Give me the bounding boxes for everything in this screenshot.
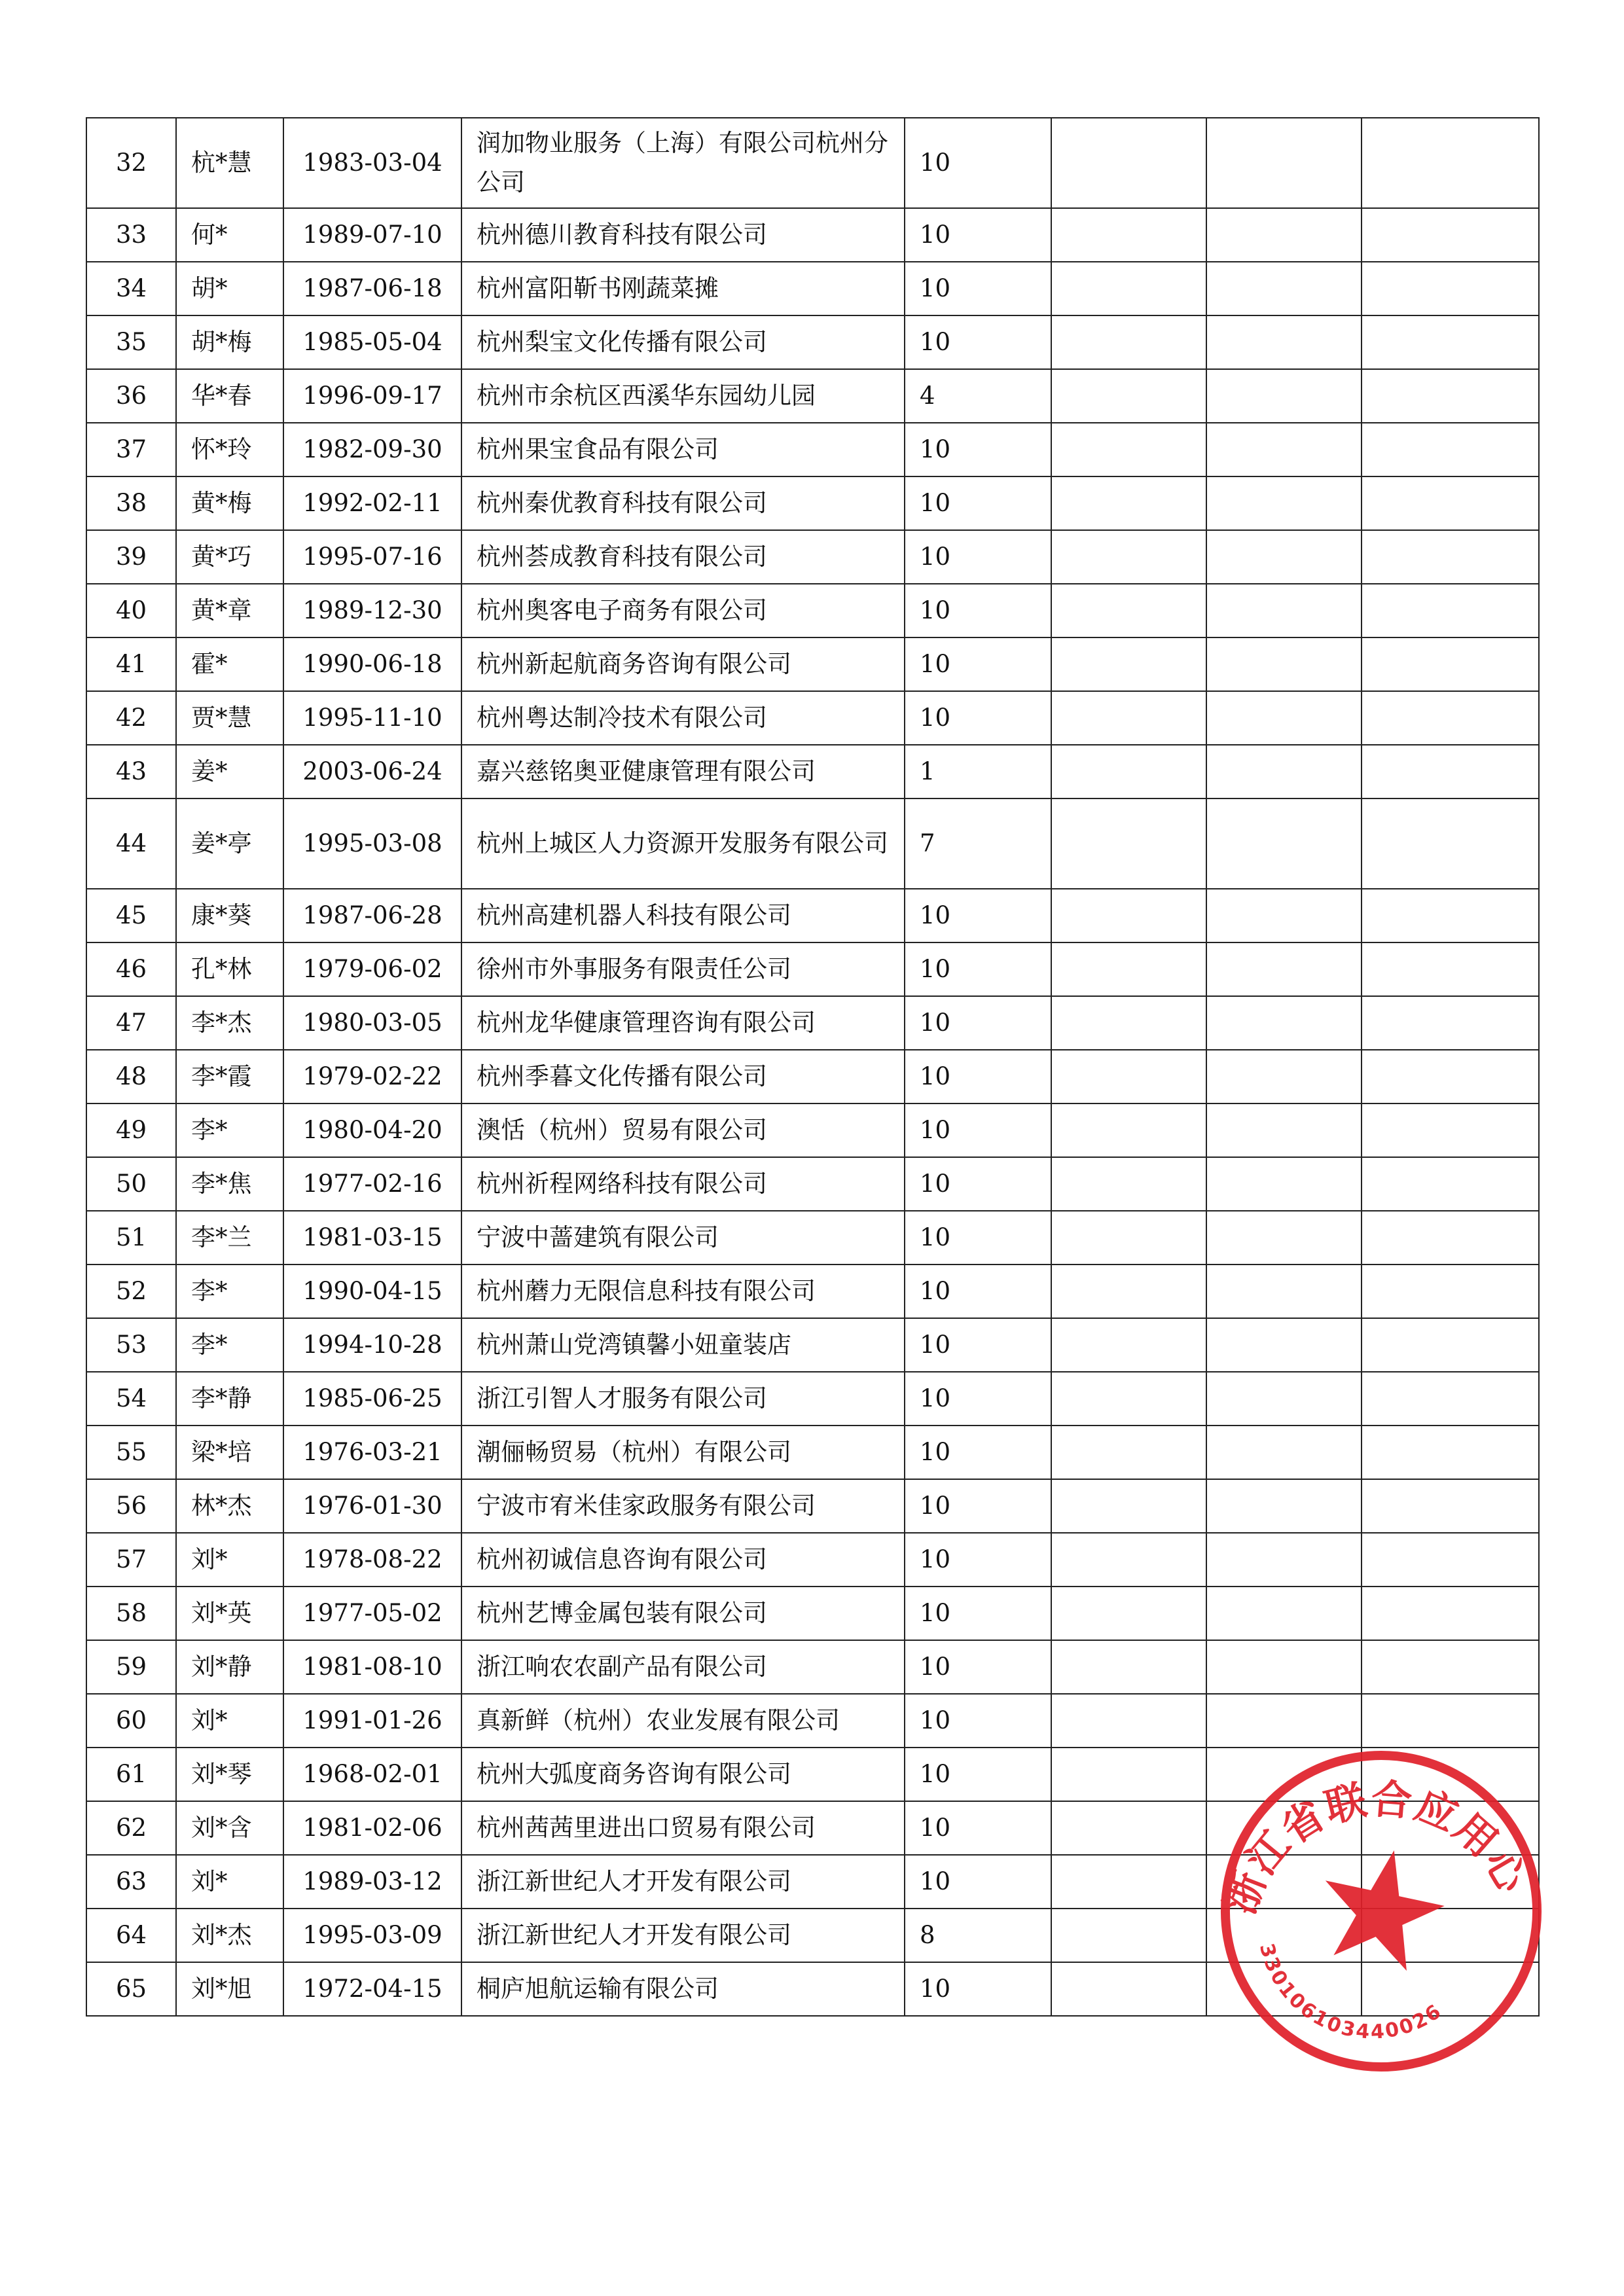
row-hours: 10 xyxy=(905,1962,1051,2016)
row-hours: 10 xyxy=(905,1050,1051,1103)
row-date: 1995-11-10 xyxy=(283,691,461,745)
row-blank-cell xyxy=(1206,691,1362,745)
row-number: 37 xyxy=(86,423,176,476)
row-blank-cell xyxy=(1051,942,1206,996)
row-number: 64 xyxy=(86,1909,176,1962)
row-blank-cell xyxy=(1362,1587,1539,1640)
row-hours: 10 xyxy=(905,1640,1051,1694)
row-organization: 嘉兴慈铭奥亚健康管理有限公司 xyxy=(461,745,905,798)
row-number: 49 xyxy=(86,1103,176,1157)
row-organization: 杭州龙华健康管理咨询有限公司 xyxy=(461,996,905,1050)
row-blank-cell xyxy=(1206,1372,1362,1426)
row-date: 1989-07-10 xyxy=(283,208,461,262)
table-row xyxy=(86,584,1539,637)
row-date: 1983-03-04 xyxy=(283,118,461,208)
row-number: 52 xyxy=(86,1265,176,1318)
row-blank-cell xyxy=(1051,1855,1206,1909)
row-organization: 杭州高建机器人科技有限公司 xyxy=(461,889,905,942)
row-date: 2003-06-24 xyxy=(283,745,461,798)
row-number: 58 xyxy=(86,1587,176,1640)
row-name: 李*静 xyxy=(176,1372,283,1426)
row-blank-cell xyxy=(1051,1103,1206,1157)
row-number: 47 xyxy=(86,996,176,1050)
row-organization: 潮俪畅贸易（杭州）有限公司 xyxy=(461,1426,905,1479)
row-blank-cell xyxy=(1362,584,1539,637)
row-number: 33 xyxy=(86,208,176,262)
row-name: 梁*培 xyxy=(176,1426,283,1479)
row-organization: 桐庐旭航运输有限公司 xyxy=(461,1962,905,2016)
row-number: 63 xyxy=(86,1855,176,1909)
row-name: 刘* xyxy=(176,1855,283,1909)
row-organization: 浙江新世纪人才开发有限公司 xyxy=(461,1855,905,1909)
row-organization: 杭州市余杭区西溪华东园幼儿园 xyxy=(461,369,905,423)
row-organization: 宁波市宥米佳家政服务有限公司 xyxy=(461,1479,905,1533)
table-row xyxy=(86,1479,1539,1533)
row-blank-cell xyxy=(1206,942,1362,996)
row-number: 41 xyxy=(86,637,176,691)
row-blank-cell xyxy=(1051,889,1206,942)
row-blank-cell xyxy=(1362,1640,1539,1694)
row-number: 35 xyxy=(86,315,176,369)
row-organization: 杭州荟成教育科技有限公司 xyxy=(461,530,905,584)
row-blank-cell xyxy=(1206,1157,1362,1211)
row-hours: 10 xyxy=(905,1801,1051,1855)
row-date: 1979-02-22 xyxy=(283,1050,461,1103)
row-number: 39 xyxy=(86,530,176,584)
table-row xyxy=(86,745,1539,798)
row-name: 怀*玲 xyxy=(176,423,283,476)
row-organization: 杭州大弧度商务咨询有限公司 xyxy=(461,1748,905,1801)
row-hours: 10 xyxy=(905,208,1051,262)
row-date: 1982-09-30 xyxy=(283,423,461,476)
row-blank-cell xyxy=(1051,691,1206,745)
row-organization: 杭州茜茜里进出口贸易有限公司 xyxy=(461,1801,905,1855)
row-blank-cell xyxy=(1362,1050,1539,1103)
row-blank-cell xyxy=(1206,1103,1362,1157)
row-number: 44 xyxy=(86,798,176,889)
row-number: 50 xyxy=(86,1157,176,1211)
row-date: 1981-03-15 xyxy=(283,1211,461,1265)
table-row xyxy=(86,942,1539,996)
row-blank-cell xyxy=(1051,1962,1206,2016)
row-blank-cell xyxy=(1051,996,1206,1050)
row-date: 1985-06-25 xyxy=(283,1372,461,1426)
row-blank-cell xyxy=(1362,208,1539,262)
row-number: 62 xyxy=(86,1801,176,1855)
row-date: 1978-08-22 xyxy=(283,1533,461,1587)
row-blank-cell xyxy=(1051,1909,1206,1962)
table-row xyxy=(86,530,1539,584)
row-organization: 杭州蘑力无限信息科技有限公司 xyxy=(461,1265,905,1318)
row-hours: 10 xyxy=(905,1694,1051,1748)
row-name: 刘*含 xyxy=(176,1801,283,1855)
row-blank-cell xyxy=(1206,798,1362,889)
row-date: 1976-01-30 xyxy=(283,1479,461,1533)
row-blank-cell xyxy=(1206,996,1362,1050)
row-blank-cell xyxy=(1051,1372,1206,1426)
row-name: 孔*林 xyxy=(176,942,283,996)
table-row xyxy=(86,889,1539,942)
row-date: 1976-03-21 xyxy=(283,1426,461,1479)
row-blank-cell xyxy=(1362,1318,1539,1372)
row-name: 刘*旭 xyxy=(176,1962,283,2016)
row-blank-cell xyxy=(1362,637,1539,691)
table-row xyxy=(86,1103,1539,1157)
row-organization: 杭州艺博金属包装有限公司 xyxy=(461,1587,905,1640)
row-organization: 杭州粤达制冷技术有限公司 xyxy=(461,691,905,745)
row-name: 黄*章 xyxy=(176,584,283,637)
table-row xyxy=(86,1533,1539,1587)
row-number: 61 xyxy=(86,1748,176,1801)
row-hours: 10 xyxy=(905,1372,1051,1426)
row-organization: 杭州萧山党湾镇馨小妞童装店 xyxy=(461,1318,905,1372)
row-hours: 1 xyxy=(905,745,1051,798)
table-row xyxy=(86,423,1539,476)
row-hours: 10 xyxy=(905,315,1051,369)
row-name: 黄*巧 xyxy=(176,530,283,584)
row-blank-cell xyxy=(1051,1479,1206,1533)
row-blank-cell xyxy=(1206,1318,1362,1372)
row-name: 李* xyxy=(176,1103,283,1157)
row-organization: 杭州新起航商务咨询有限公司 xyxy=(461,637,905,691)
table-row xyxy=(86,1265,1539,1318)
row-organization: 杭州秦优教育科技有限公司 xyxy=(461,476,905,530)
table-row xyxy=(86,1157,1539,1211)
row-blank-cell xyxy=(1362,942,1539,996)
row-date: 1977-05-02 xyxy=(283,1587,461,1640)
row-blank-cell xyxy=(1362,745,1539,798)
table-row xyxy=(86,369,1539,423)
row-number: 53 xyxy=(86,1318,176,1372)
row-hours: 10 xyxy=(905,1479,1051,1533)
row-organization: 真新鲜（杭州）农业发展有限公司 xyxy=(461,1694,905,1748)
row-number: 34 xyxy=(86,262,176,315)
row-blank-cell xyxy=(1206,1640,1362,1694)
row-blank-cell xyxy=(1362,530,1539,584)
row-number: 54 xyxy=(86,1372,176,1426)
row-organization: 徐州市外事服务有限责任公司 xyxy=(461,942,905,996)
row-blank-cell xyxy=(1362,369,1539,423)
row-hours: 8 xyxy=(905,1909,1051,1962)
row-blank-cell xyxy=(1206,208,1362,262)
row-blank-cell xyxy=(1051,1587,1206,1640)
row-blank-cell xyxy=(1362,1157,1539,1211)
row-organization: 杭州奥客电子商务有限公司 xyxy=(461,584,905,637)
row-date: 1992-02-11 xyxy=(283,476,461,530)
row-date: 1990-04-15 xyxy=(283,1265,461,1318)
row-date: 1981-02-06 xyxy=(283,1801,461,1855)
row-name: 康*葵 xyxy=(176,889,283,942)
row-hours: 10 xyxy=(905,476,1051,530)
row-hours: 10 xyxy=(905,1157,1051,1211)
row-blank-cell xyxy=(1051,745,1206,798)
row-blank-cell xyxy=(1051,1157,1206,1211)
row-number: 46 xyxy=(86,942,176,996)
row-hours: 10 xyxy=(905,1211,1051,1265)
row-name: 何* xyxy=(176,208,283,262)
row-blank-cell xyxy=(1206,1211,1362,1265)
row-number: 51 xyxy=(86,1211,176,1265)
row-organization: 杭州梨宝文化传播有限公司 xyxy=(461,315,905,369)
row-hours: 10 xyxy=(905,262,1051,315)
row-hours: 10 xyxy=(905,1318,1051,1372)
row-hours: 10 xyxy=(905,1265,1051,1318)
row-blank-cell xyxy=(1206,262,1362,315)
row-hours: 10 xyxy=(905,530,1051,584)
row-organization: 浙江引智人才服务有限公司 xyxy=(461,1372,905,1426)
row-blank-cell xyxy=(1206,369,1362,423)
table-row xyxy=(86,118,1539,208)
row-number: 45 xyxy=(86,889,176,942)
row-blank-cell xyxy=(1206,1050,1362,1103)
row-blank-cell xyxy=(1362,262,1539,315)
row-hours: 10 xyxy=(905,1426,1051,1479)
row-blank-cell xyxy=(1051,1318,1206,1372)
row-blank-cell xyxy=(1362,1211,1539,1265)
row-date: 1995-03-09 xyxy=(283,1909,461,1962)
row-organization: 杭州季暮文化传播有限公司 xyxy=(461,1050,905,1103)
row-hours: 10 xyxy=(905,1103,1051,1157)
row-hours: 10 xyxy=(905,1533,1051,1587)
row-blank-cell xyxy=(1051,1533,1206,1587)
row-name: 刘* xyxy=(176,1694,283,1748)
row-blank-cell xyxy=(1051,530,1206,584)
table-row xyxy=(86,1372,1539,1426)
row-name: 刘*静 xyxy=(176,1640,283,1694)
row-blank-cell xyxy=(1362,476,1539,530)
row-blank-cell xyxy=(1051,1426,1206,1479)
row-date: 1991-01-26 xyxy=(283,1694,461,1748)
row-blank-cell xyxy=(1051,1694,1206,1748)
row-number: 59 xyxy=(86,1640,176,1694)
table-row xyxy=(86,691,1539,745)
row-blank-cell xyxy=(1206,745,1362,798)
row-name: 林*杰 xyxy=(176,1479,283,1533)
row-organization: 浙江新世纪人才开发有限公司 xyxy=(461,1909,905,1962)
table-row xyxy=(86,1318,1539,1372)
row-organization: 浙江响农农副产品有限公司 xyxy=(461,1640,905,1694)
row-date: 1980-04-20 xyxy=(283,1103,461,1157)
row-hours: 10 xyxy=(905,637,1051,691)
row-blank-cell xyxy=(1206,1533,1362,1587)
row-date: 1989-12-30 xyxy=(283,584,461,637)
row-number: 32 xyxy=(86,118,176,208)
row-blank-cell xyxy=(1051,637,1206,691)
row-blank-cell xyxy=(1051,1640,1206,1694)
row-name: 李* xyxy=(176,1318,283,1372)
row-name: 刘* xyxy=(176,1533,283,1587)
row-number: 57 xyxy=(86,1533,176,1587)
row-number: 42 xyxy=(86,691,176,745)
row-date: 1979-06-02 xyxy=(283,942,461,996)
row-organization: 杭州初诚信息咨询有限公司 xyxy=(461,1533,905,1587)
row-date: 1980-03-05 xyxy=(283,996,461,1050)
row-blank-cell xyxy=(1362,889,1539,942)
row-blank-cell xyxy=(1362,118,1539,208)
row-number: 48 xyxy=(86,1050,176,1103)
row-date: 1996-09-17 xyxy=(283,369,461,423)
row-number: 60 xyxy=(86,1694,176,1748)
row-hours: 10 xyxy=(905,1587,1051,1640)
row-date: 1972-04-15 xyxy=(283,1962,461,2016)
row-blank-cell xyxy=(1362,691,1539,745)
row-hours: 10 xyxy=(905,584,1051,637)
table-row xyxy=(86,476,1539,530)
row-name: 霍* xyxy=(176,637,283,691)
red-seal-stamp xyxy=(1185,1728,1578,2094)
row-date: 1985-05-04 xyxy=(283,315,461,369)
row-blank-cell xyxy=(1206,315,1362,369)
table-row xyxy=(86,996,1539,1050)
row-number: 40 xyxy=(86,584,176,637)
row-number: 65 xyxy=(86,1962,176,2016)
table-row xyxy=(86,1211,1539,1265)
row-blank-cell xyxy=(1206,476,1362,530)
table-row xyxy=(86,1050,1539,1103)
row-hours: 4 xyxy=(905,369,1051,423)
row-blank-cell xyxy=(1206,530,1362,584)
row-name: 华*春 xyxy=(176,369,283,423)
row-name: 李*杰 xyxy=(176,996,283,1050)
row-blank-cell xyxy=(1206,423,1362,476)
table-row xyxy=(86,1426,1539,1479)
row-organization: 润加物业服务（上海）有限公司杭州分公司 xyxy=(461,118,905,208)
row-blank-cell xyxy=(1206,1426,1362,1479)
table-row xyxy=(86,315,1539,369)
row-blank-cell xyxy=(1206,889,1362,942)
row-date: 1995-07-16 xyxy=(283,530,461,584)
row-hours: 10 xyxy=(905,118,1051,208)
row-number: 36 xyxy=(86,369,176,423)
table-row xyxy=(86,262,1539,315)
row-blank-cell xyxy=(1051,262,1206,315)
row-blank-cell xyxy=(1051,584,1206,637)
row-date: 1968-02-01 xyxy=(283,1748,461,1801)
row-blank-cell xyxy=(1051,369,1206,423)
table-row xyxy=(86,798,1539,889)
row-blank-cell xyxy=(1051,1801,1206,1855)
table-row xyxy=(86,208,1539,262)
row-number: 43 xyxy=(86,745,176,798)
row-name: 刘*琴 xyxy=(176,1748,283,1801)
row-blank-cell xyxy=(1362,798,1539,889)
row-organization: 杭州富阳靳书刚蔬菜摊 xyxy=(461,262,905,315)
row-name: 杭*慧 xyxy=(176,118,283,208)
row-date: 1981-08-10 xyxy=(283,1640,461,1694)
table-row xyxy=(86,637,1539,691)
row-organization: 杭州祈程网络科技有限公司 xyxy=(461,1157,905,1211)
row-hours: 10 xyxy=(905,423,1051,476)
row-organization: 杭州上城区人力资源开发服务有限公司 xyxy=(461,798,905,889)
row-blank-cell xyxy=(1206,637,1362,691)
row-blank-cell xyxy=(1206,1479,1362,1533)
row-name: 胡* xyxy=(176,262,283,315)
row-organization: 宁波中蔷建筑有限公司 xyxy=(461,1211,905,1265)
row-organization: 杭州德川教育科技有限公司 xyxy=(461,208,905,262)
row-hours: 10 xyxy=(905,889,1051,942)
row-name: 李*焦 xyxy=(176,1157,283,1211)
row-blank-cell xyxy=(1362,423,1539,476)
row-blank-cell xyxy=(1051,118,1206,208)
row-organization: 澳恬（杭州）贸易有限公司 xyxy=(461,1103,905,1157)
row-blank-cell xyxy=(1051,208,1206,262)
row-number: 56 xyxy=(86,1479,176,1533)
row-number: 38 xyxy=(86,476,176,530)
row-organization: 杭州果宝食品有限公司 xyxy=(461,423,905,476)
row-blank-cell xyxy=(1362,1533,1539,1587)
row-blank-cell xyxy=(1206,1265,1362,1318)
table-row xyxy=(86,1587,1539,1640)
row-name: 胡*梅 xyxy=(176,315,283,369)
row-name: 姜*亭 xyxy=(176,798,283,889)
row-date: 1995-03-08 xyxy=(283,798,461,889)
row-date: 1977-02-16 xyxy=(283,1157,461,1211)
row-date: 1987-06-18 xyxy=(283,262,461,315)
row-date: 1987-06-28 xyxy=(283,889,461,942)
row-number: 55 xyxy=(86,1426,176,1479)
row-blank-cell xyxy=(1051,1265,1206,1318)
row-blank-cell xyxy=(1206,584,1362,637)
row-blank-cell xyxy=(1362,1265,1539,1318)
table-row xyxy=(86,1640,1539,1694)
row-date: 1989-03-12 xyxy=(283,1855,461,1909)
row-blank-cell xyxy=(1362,1372,1539,1426)
row-name: 李*兰 xyxy=(176,1211,283,1265)
row-blank-cell xyxy=(1051,1211,1206,1265)
row-blank-cell xyxy=(1051,315,1206,369)
row-hours: 10 xyxy=(905,942,1051,996)
row-name: 姜* xyxy=(176,745,283,798)
row-hours: 7 xyxy=(905,798,1051,889)
row-blank-cell xyxy=(1051,1050,1206,1103)
row-hours: 10 xyxy=(905,996,1051,1050)
seal-star-icon xyxy=(1310,1838,1454,1976)
row-name: 李* xyxy=(176,1265,283,1318)
row-hours: 10 xyxy=(905,1748,1051,1801)
row-blank-cell xyxy=(1051,476,1206,530)
seal-code-text: 330106103440026 xyxy=(1254,1941,1447,2044)
row-name: 黄*梅 xyxy=(176,476,283,530)
row-name: 刘*杰 xyxy=(176,1909,283,1962)
row-name: 刘*英 xyxy=(176,1587,283,1640)
row-date: 1990-06-18 xyxy=(283,637,461,691)
row-blank-cell xyxy=(1362,1426,1539,1479)
row-blank-cell xyxy=(1051,423,1206,476)
row-blank-cell xyxy=(1206,1587,1362,1640)
row-blank-cell xyxy=(1051,1748,1206,1801)
row-blank-cell xyxy=(1362,315,1539,369)
row-blank-cell xyxy=(1362,1103,1539,1157)
row-hours: 10 xyxy=(905,1855,1051,1909)
row-name: 李*霞 xyxy=(176,1050,283,1103)
row-blank-cell xyxy=(1206,118,1362,208)
row-name: 贾*慧 xyxy=(176,691,283,745)
row-blank-cell xyxy=(1051,798,1206,889)
row-date: 1994-10-28 xyxy=(283,1318,461,1372)
row-blank-cell xyxy=(1362,1479,1539,1533)
row-hours: 10 xyxy=(905,691,1051,745)
seal-organization-text: 浙江省联合应用心理科学研究院 xyxy=(1216,1774,1538,1921)
row-blank-cell xyxy=(1362,996,1539,1050)
